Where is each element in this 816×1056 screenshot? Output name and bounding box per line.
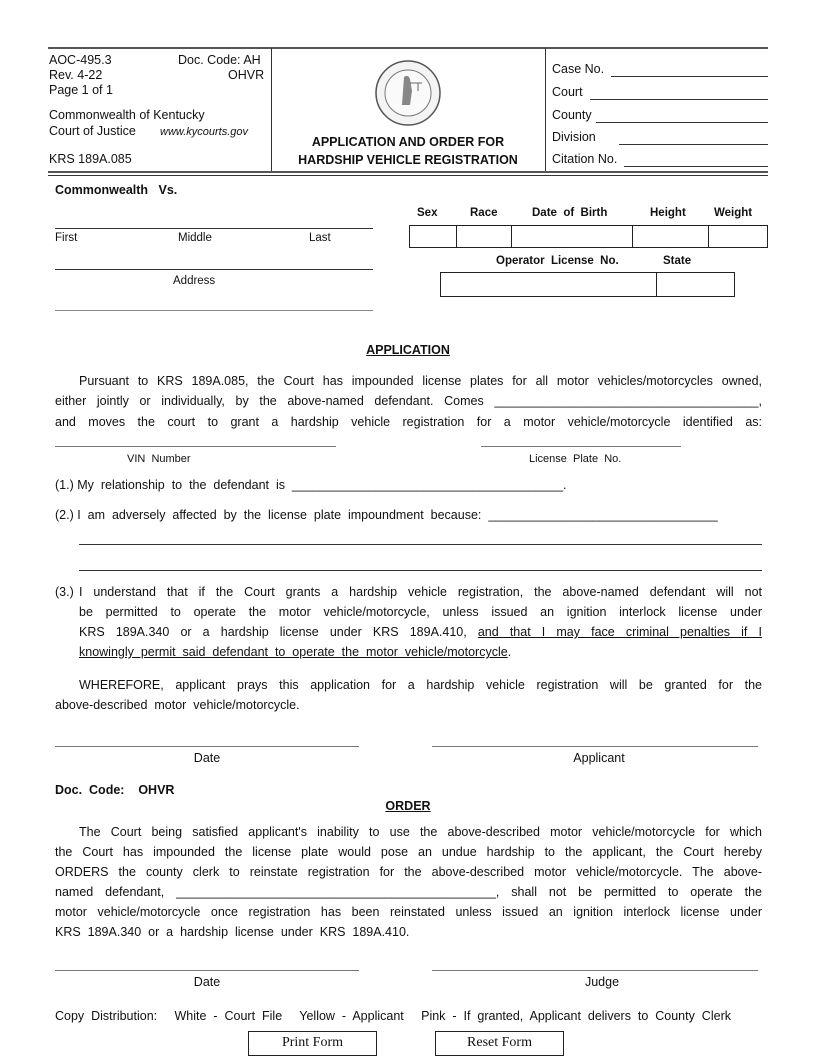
title-line-2: HARDSHIP VEHICLE REGISTRATION [298, 153, 518, 167]
vin-label: VIN Number [127, 453, 191, 465]
sex-field[interactable] [409, 225, 457, 248]
height-header: Height [650, 207, 686, 219]
sex-header: Sex [417, 207, 438, 219]
license-state-field[interactable] [656, 272, 735, 297]
order-doc-code: Doc. Code: OHVR [55, 783, 175, 797]
race-header: Race [470, 207, 498, 219]
applicant-label: Applicant [573, 751, 625, 765]
print-form-button[interactable]: Print Form [248, 1031, 377, 1056]
application-date-input[interactable] [55, 733, 359, 747]
order-text: the Court has impounded the license plate would pose an undue hardship to the applicant, the Court hereby [55, 845, 762, 859]
county-input[interactable] [596, 109, 768, 123]
height-field[interactable] [632, 225, 709, 248]
county-label: County [552, 108, 592, 122]
date-label: Date [193, 751, 221, 765]
period: . [507, 645, 512, 659]
case-caption: Commonwealth Vs. [55, 183, 178, 197]
state-name: Commonwealth of Kentucky [49, 108, 205, 122]
item-1: (1.) My relationship to the defendant is _______________________________________. [55, 478, 567, 492]
vin-input[interactable] [55, 433, 336, 447]
judge-signature-input[interactable] [432, 957, 758, 971]
address-line-2-input[interactable] [55, 297, 373, 311]
court-name: Court of Justice [49, 124, 136, 138]
plate-label: License Plate No. [529, 453, 622, 465]
item-3-text [79, 645, 511, 659]
item-3-text-part: KRS 189A.340 or a hardship license under KRS 189A.410, [79, 625, 478, 639]
citation-input[interactable] [624, 153, 768, 167]
title-line-1: APPLICATION AND ORDER FOR [311, 135, 505, 149]
last-label: Last [309, 232, 331, 244]
order-text: KRS 189A.340 or a hardship license under KRS 189A.410. [55, 925, 410, 939]
header-bottom-rule [48, 175, 768, 176]
court-label: Court [552, 85, 583, 99]
court-input[interactable] [590, 86, 768, 100]
order-heading: ORDER [385, 799, 431, 813]
penalty-warning: and that I may face criminal penalties if I [477, 625, 762, 639]
item-3-number: (3.) [55, 585, 74, 599]
copy-distribution: Copy Distribution: White - Court File Yellow - Applicant Pink - If granted, Applicant delivers to County Clerk [55, 1009, 731, 1023]
doc-code: Doc. Code: AH [178, 53, 261, 67]
doc-code-2: OHVR [228, 68, 265, 82]
state-header: State [663, 255, 692, 267]
weight-header: Weight [714, 207, 753, 219]
division-label: Division [552, 130, 596, 144]
wherefore-text: above-described motor vehicle/motorcycle. [55, 698, 300, 712]
dob-header: Date of Birth [532, 207, 608, 219]
page-number: Page 1 of 1 [49, 83, 113, 97]
application-text: Pursuant to KRS 189A.085, the Court has impounded license plates for all motor vehicles/motorcycles owned, [79, 374, 762, 388]
first-label: First [55, 232, 78, 244]
revision: Rev. 4-22 [49, 68, 103, 82]
application-text: and moves the court to grant a hardship vehicle registration for a motor vehicle/motorcycle identified as: [55, 415, 762, 429]
order-date-label: Date [193, 975, 221, 989]
order-text: The Court being satisfied applicant's inability to use the above-described motor vehicle/motorcycle for which [79, 825, 762, 839]
dob-field[interactable] [511, 225, 633, 248]
application-text: either jointly or individually, by the above-named defendant. Comes ______________________________________, [55, 394, 762, 408]
order-date-input[interactable] [55, 957, 359, 971]
application-heading: APPLICATION [366, 343, 450, 357]
middle-label: Middle [178, 232, 212, 244]
order-text: ORDERS the county clerk to reinstate registration for the above-described motor vehicle/motorcycle. The above- [55, 865, 762, 879]
header-top-rule [48, 47, 768, 49]
header-bottom-rule [48, 171, 768, 173]
item-3-text [79, 625, 762, 639]
item-2: (2.) I am adversely affected by the license plate impoundment because: _________________________________ [55, 508, 718, 522]
item-3-text: I understand that if the Court grants a hardship vehicle registration, the above-named defendant will not [79, 585, 762, 599]
case-no-input[interactable] [611, 63, 768, 77]
weight-field[interactable] [708, 225, 768, 248]
form-number: AOC-495.3 [49, 53, 112, 67]
website: www.kycourts.gov [160, 126, 249, 138]
address-input[interactable] [55, 256, 373, 270]
court-seal-icon [374, 59, 442, 127]
header-divider [545, 48, 546, 171]
order-text: motor vehicle/motorcycle once registration has been reinstated unless issued an ignition interlock license under [55, 905, 762, 919]
wherefore-text: WHEREFORE, applicant prays this application for a hardship vehicle registration will be granted for the [79, 678, 762, 692]
order-text: named defendant, ______________________________________________, shall not be permitted to operate the [55, 885, 762, 899]
case-no-label: Case No. [552, 62, 605, 76]
license-header: Operator License No. [496, 255, 619, 267]
applicant-signature-input[interactable] [432, 733, 758, 747]
judge-label: Judge [584, 975, 620, 989]
license-field[interactable] [440, 272, 657, 297]
race-field[interactable] [456, 225, 512, 248]
reset-form-button[interactable]: Reset Form [435, 1031, 564, 1056]
item-3-text: be permitted to operate the motor vehicle/motorcycle, unless issued an ignition interlock license under [79, 605, 762, 619]
defendant-name-input[interactable] [55, 215, 373, 229]
plate-input[interactable] [481, 433, 681, 447]
division-input[interactable] [619, 131, 768, 145]
hardship-reason-input-2[interactable] [79, 557, 762, 571]
address-label: Address [173, 275, 216, 287]
hardship-reason-input[interactable] [79, 531, 762, 545]
penalty-warning: knowingly permit said defendant to operate the motor vehicle/motorcycle [79, 645, 508, 659]
statute: KRS 189A.085 [49, 152, 132, 166]
citation-label: Citation No. [552, 152, 618, 166]
